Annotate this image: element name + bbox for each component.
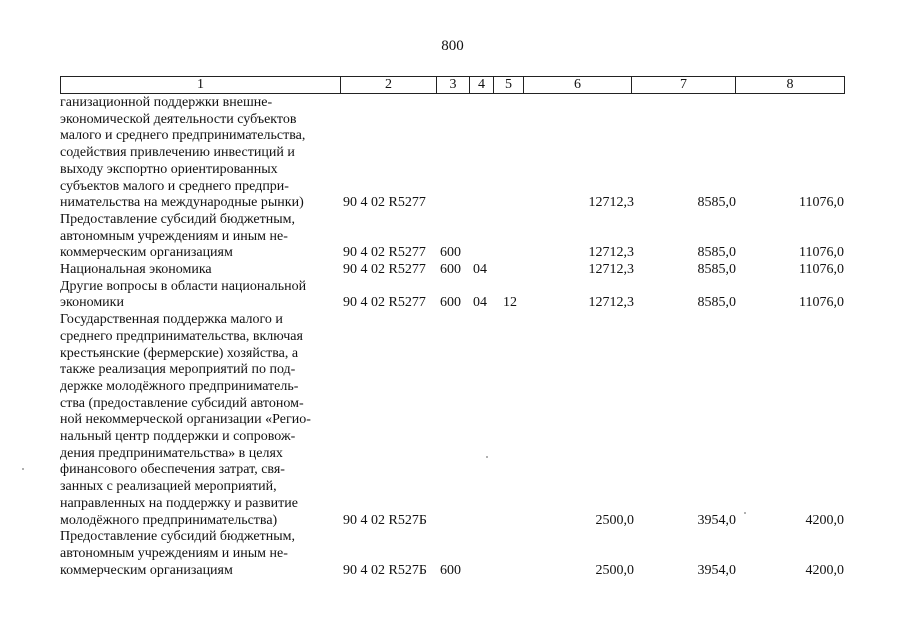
row-value-8: 4200,0	[805, 512, 844, 528]
row-name: Национальная экономика	[60, 262, 212, 278]
row-c5: 12	[503, 295, 517, 311]
row-value-7: 3954,0	[697, 512, 736, 528]
row-value-8: 11076,0	[799, 295, 844, 311]
header-col-8: 8	[736, 77, 845, 94]
row-value-8: 11076,0	[799, 245, 844, 261]
scan-speck	[744, 512, 746, 514]
row-code: 90 4 02 R5277	[343, 245, 426, 261]
column-header-table	[60, 76, 845, 94]
row-value-6: 12712,3	[588, 245, 634, 261]
header-col-3: 3	[437, 77, 470, 94]
scan-speck	[486, 456, 488, 458]
row-value-6: 12712,3	[588, 195, 634, 211]
row-name: Другие вопросы в области национальной экономики	[60, 278, 307, 311]
row-value-7: 3954,0	[697, 562, 736, 578]
row-value-6: 12712,3	[588, 295, 634, 311]
row-c4: 04	[473, 262, 487, 278]
row-value-7: 8585,0	[697, 195, 736, 211]
row-code: 90 4 02 R5277	[343, 295, 426, 311]
table-row	[60, 279, 844, 312]
row-name: Государственная поддержка малого и среднего предпринимательства, включая крестьянские (фермерские) хозяйства, а также реализация мероприятий по под- держке молодёжного предприниматель- ства (предоставление субсидий автоном- ной некоммерческой организации «Регио- нальный центр поддержки и сопровож- дения предпринимательства» в целях финансового обеспечения затрат, свя- занных с реализацией мероприятий, направленных на поддержку и развитие молодёжного предпринимательства)	[60, 312, 311, 528]
row-c3: 600	[440, 562, 461, 578]
row-value-8: 11076,0	[799, 262, 844, 278]
header-col-6: 6	[524, 77, 632, 94]
row-c3: 600	[440, 262, 461, 278]
row-c3: 600	[440, 295, 461, 311]
header-col-7: 7	[632, 77, 736, 94]
header-col-2: 2	[341, 77, 437, 94]
row-c3: 600	[440, 245, 461, 261]
header-col-4: 4	[470, 77, 494, 94]
row-value-7: 8585,0	[697, 245, 736, 261]
row-code: 90 4 02 R5277	[343, 262, 426, 278]
row-c4: 04	[473, 295, 487, 311]
header-col-5: 5	[494, 77, 524, 94]
table-row	[60, 529, 844, 579]
row-value-7: 8585,0	[697, 262, 736, 278]
row-value-7: 8585,0	[697, 295, 736, 311]
header-col-1: 1	[61, 77, 341, 94]
table-row	[60, 212, 844, 262]
row-name: Предоставление субсидий бюджетным, автономным учреждениям и иным не- коммерческим организациям	[60, 529, 296, 578]
budget-rows	[60, 95, 844, 579]
row-code: 90 4 02 R527Б	[343, 562, 427, 578]
page-number: 800	[441, 38, 464, 54]
row-code: 90 4 02 R5277	[343, 195, 426, 211]
table-row	[60, 262, 844, 279]
scan-speck	[22, 468, 24, 470]
row-value-6: 2500,0	[595, 512, 634, 528]
table-row	[60, 312, 844, 529]
row-name: ганизационной поддержки внешне- экономической деятельности субъектов малого и среднего предпринимательства, содействия привлечению инвестиций и выходу экспортно ориентированных субъектов малого и среднего предпри- нимательства на международные рынки)	[60, 95, 306, 211]
row-value-6: 2500,0	[595, 562, 634, 578]
row-code: 90 4 02 R527Б	[343, 512, 427, 528]
header-row	[61, 77, 845, 94]
row-value-6: 12712,3	[588, 262, 634, 278]
row-value-8: 4200,0	[805, 562, 844, 578]
row-name: Предоставление субсидий бюджетным, автономным учреждениям и иным не- коммерческим организациям	[60, 211, 296, 261]
table-row	[60, 95, 844, 212]
row-value-8: 11076,0	[799, 195, 844, 211]
